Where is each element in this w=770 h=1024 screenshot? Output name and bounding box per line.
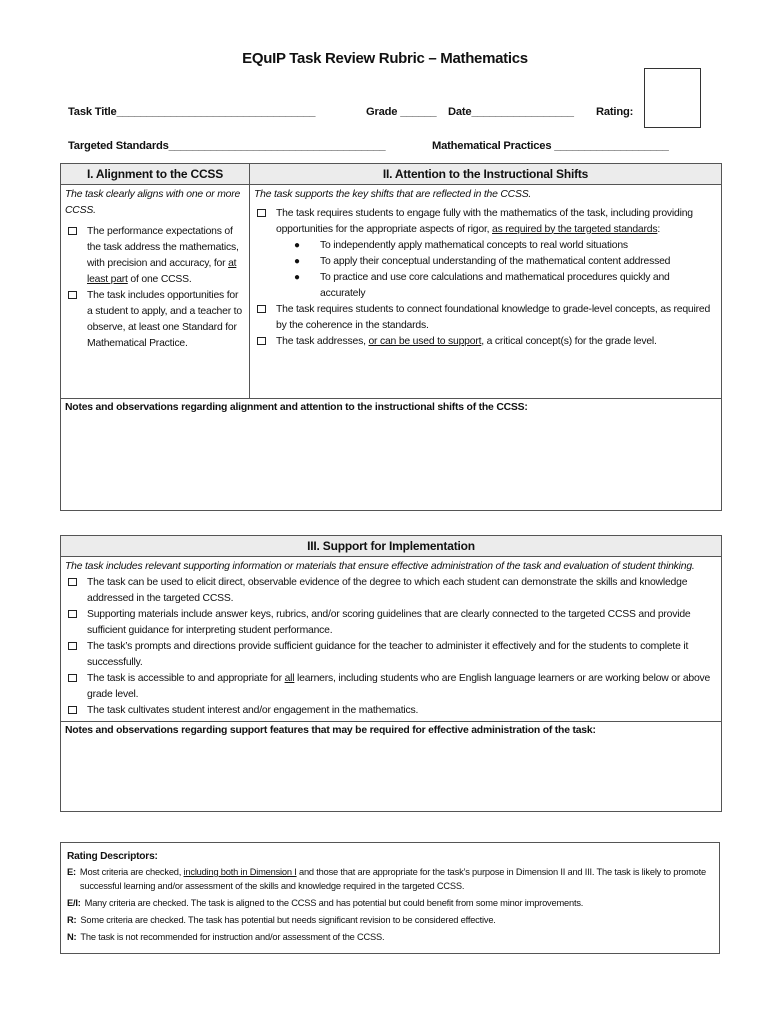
checkbox[interactable] bbox=[68, 674, 77, 682]
s3-criterion-4[interactable]: The task is accessible to and appropriate for all learners, including students who are English language learners or are working below or above grade level. bbox=[65, 671, 717, 703]
bullet-item: ● To independently apply mathematical concepts to real world situations bbox=[254, 238, 717, 254]
date-field[interactable]: Date_________________ bbox=[448, 106, 574, 118]
notes-2-label: Notes and observations regarding support features that may be required for effective administration of the task: bbox=[65, 724, 596, 736]
section-2-header: II. Attention to the Instructional Shifts bbox=[250, 164, 722, 185]
rating-e: E: Most criteria are checked, including both in Dimension I and those that are appropriate for the task’s purpose in Dimension II and III. The task is likely to promote successful learning and/or assessment of the skills and knowledge required in the targeted CCSS. bbox=[67, 867, 706, 891]
checkbox[interactable] bbox=[257, 209, 266, 217]
bullet-icon: ● bbox=[294, 255, 300, 267]
section-1-header: I. Alignment to the CCSS bbox=[61, 164, 250, 185]
rating-r: R: Some criteria are checked. The task has potential but needs significant revision to be considered effective. bbox=[67, 915, 496, 925]
s2-intro: The task supports the key shifts that are reflected in the CCSS. bbox=[254, 189, 532, 200]
s3-intro: The task includes relevant supporting information or materials that ensure effective administration of the task and evaluation of student thinking. bbox=[65, 561, 695, 572]
rating-descriptors bbox=[60, 842, 720, 954]
section-3-table bbox=[60, 535, 722, 812]
bullet-icon: ● bbox=[294, 271, 300, 283]
section-3-header: III. Support for Implementation bbox=[61, 536, 722, 557]
checkbox[interactable] bbox=[68, 227, 77, 235]
s3-criterion-5[interactable]: The task cultivates student interest and/or engagement in the mathematics. bbox=[65, 703, 717, 719]
bullet-item: ● To practice and use core calculations and mathematical procedures quickly and accurately bbox=[254, 270, 717, 302]
task-title-field[interactable]: Task Title_________________________________ bbox=[68, 106, 316, 118]
notes-area-2[interactable] bbox=[61, 721, 722, 811]
s3-criterion-3[interactable]: The task’s prompts and directions provide sufficient guidance for the teacher to administer it effectively and for the students to complete it successfully. bbox=[65, 639, 717, 671]
checkbox[interactable] bbox=[257, 337, 266, 345]
bullet-icon: ● bbox=[294, 239, 300, 251]
checkbox[interactable] bbox=[68, 291, 77, 299]
s3-criterion-1[interactable]: The task can be used to elicit direct, observable evidence of the degree to which each student can demonstrate the skills and knowledge addressed in the targeted CCSS. bbox=[65, 575, 717, 607]
rating-label: Rating: bbox=[596, 106, 634, 118]
notes-1-label: Notes and observations regarding alignment and attention to the instructional shifts of the CCSS: bbox=[65, 402, 528, 413]
rating-descriptors-title: Rating Descriptors: bbox=[67, 851, 158, 862]
bullet-item: ● To apply their conceptual understanding of the mathematical content addressed bbox=[254, 254, 717, 270]
s3-criterion-2[interactable]: Supporting materials include answer keys, rubrics, and/or scoring guidelines that are clearly connected to the targeted CCSS and provide sufficient guidance for interpreting student performance. bbox=[65, 607, 717, 639]
rating-box[interactable] bbox=[644, 68, 701, 128]
section-1-2-table bbox=[60, 163, 722, 511]
checkbox[interactable] bbox=[68, 706, 77, 714]
s1-criterion-1[interactable]: The performance expectations of the task address the mathematics, with precision and accuracy, for at least part of one CCSS. bbox=[65, 224, 245, 288]
s1-intro: The task clearly aligns with one or more CCSS. bbox=[65, 189, 241, 216]
s1-criterion-2[interactable]: The task includes opportunities for a student to apply, and a teacher to observe, at least one Standard for Mathematical Practice. bbox=[65, 288, 245, 352]
checkbox[interactable] bbox=[257, 305, 266, 313]
s2-criterion-1[interactable]: The task requires students to engage fully with the mathematics of the task, including providing opportunities for the appropriate aspects of rigor, as required by the targeted standards: bbox=[254, 206, 717, 238]
s2-criterion-3[interactable]: The task addresses, or can be used to support, a critical concept(s) for the grade level. bbox=[254, 334, 717, 350]
grade-field[interactable]: Grade ______ bbox=[366, 106, 437, 118]
math-practices-field[interactable]: Mathematical Practices ___________________ bbox=[432, 140, 669, 152]
notes-area-1[interactable] bbox=[61, 399, 722, 511]
checkbox[interactable] bbox=[68, 642, 77, 650]
rating-n: N: The task is not recommended for instruction and/or assessment of the CCSS. bbox=[67, 932, 385, 942]
checkbox[interactable] bbox=[68, 610, 77, 618]
s2-criterion-2[interactable]: The task requires students to connect foundational knowledge to grade-level concepts, as required by the coherence in the standards. bbox=[254, 302, 717, 334]
checkbox[interactable] bbox=[68, 578, 77, 586]
targeted-standards-field[interactable]: Targeted Standards____________________________________ bbox=[68, 140, 386, 152]
page-title: EQuIP Task Review Rubric – Mathematics bbox=[242, 50, 528, 67]
rating-ei: E/I: Many criteria are checked. The task is aligned to the CCSS and has potential but could benefit from some minor improvements. bbox=[67, 898, 584, 908]
